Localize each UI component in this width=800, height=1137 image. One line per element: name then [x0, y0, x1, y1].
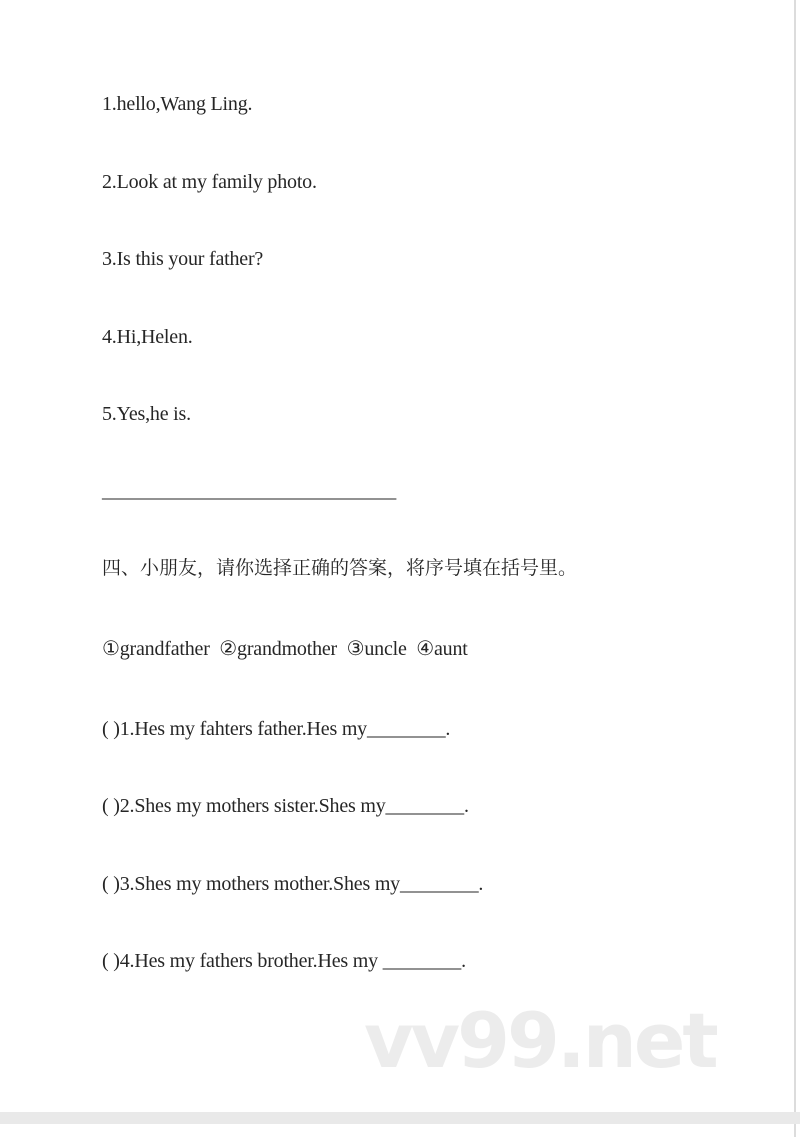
- page-gap-band: [0, 1112, 800, 1124]
- sentence-line-2: 2.Look at my family photo.: [102, 171, 317, 193]
- section-heading: 四、小朋友，请你选择正确的答案，将序号填在括号里。: [102, 558, 578, 579]
- sentence-line-1: 1.hello,Wang Ling.: [102, 93, 253, 115]
- question-line-3: ( )3.Shes my mothers mother.Shes my________.: [102, 873, 484, 895]
- question-line-4: ( )4.Hes my fathers brother.Hes my ________.: [102, 950, 466, 972]
- question-line-2: ( )2.Shes my mothers sister.Shes my________.: [102, 795, 469, 817]
- sentence-line-4: 4.Hi,Helen.: [102, 326, 193, 348]
- answer-blank-line: ______________________________: [102, 480, 397, 502]
- page-edge-line: [794, 0, 796, 1137]
- options-line: ①grandfather ②grandmother ③uncle ④aunt: [102, 638, 468, 660]
- sentence-line-3: 3.Is this your father?: [102, 248, 264, 270]
- question-line-1: ( )1.Hes my fahters father.Hes my________.: [102, 718, 451, 740]
- watermark-text: vv99.net: [364, 996, 716, 1085]
- sentence-line-5: 5.Yes,he is.: [102, 403, 191, 425]
